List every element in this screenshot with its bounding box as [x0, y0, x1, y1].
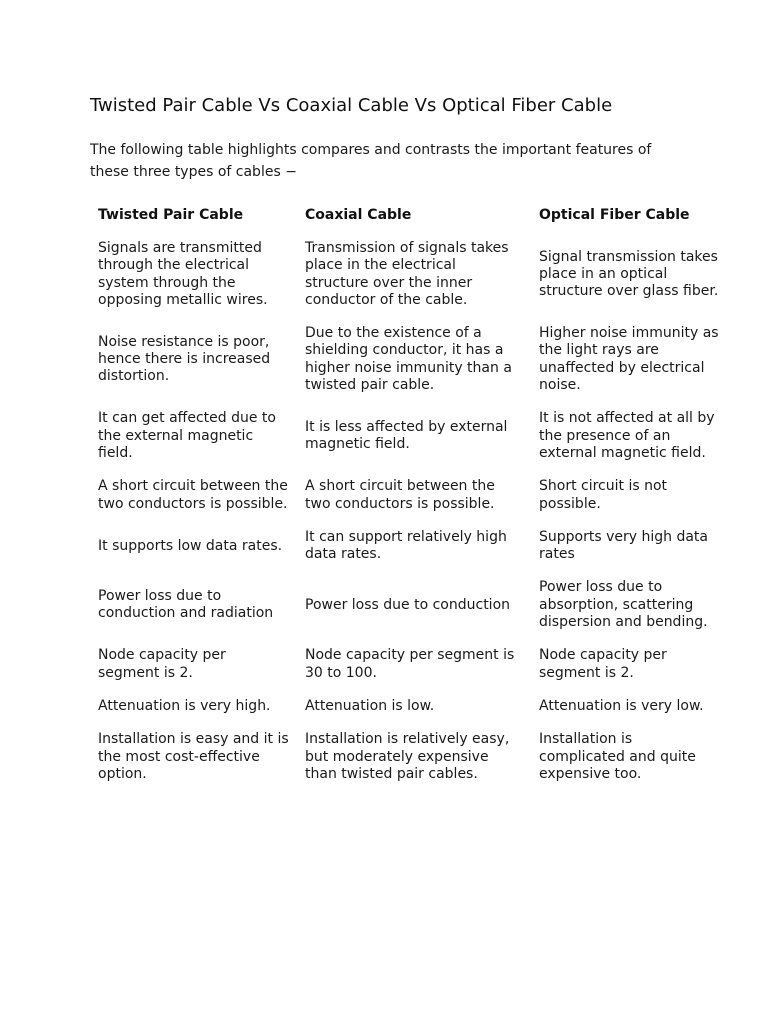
table-cell: Noise resistance is poor, hence there is increased distortion.	[98, 333, 271, 385]
table-cell: It is less affected by external magnetic field.	[305, 419, 508, 453]
table-cell: Due to the existence of a shielding conductor, it has a higher noise immunity than a twisted pair cable.	[305, 325, 512, 394]
table-cell: Power loss due to conduction and radiation	[98, 588, 274, 622]
table-cell: Attenuation is very low.	[539, 697, 704, 714]
header-twisted-pair: Twisted Pair Cable	[98, 207, 244, 223]
table-cell: It is not affected at all by the presence of an external magnetic field.	[539, 410, 715, 461]
table-cell: Node capacity per segment is 2.	[539, 647, 667, 681]
table-cell: Power loss due to conduction	[305, 596, 511, 613]
table-cell: It can support relatively high data rates.	[305, 528, 507, 563]
table-cell: Attenuation is very high.	[98, 697, 271, 714]
table-row	[90, 723, 730, 791]
header-optical-fiber: Optical Fiber Cable	[539, 207, 690, 223]
table-cell: Power loss due to absorption, scattering dispersion and bending.	[539, 579, 708, 631]
table-row	[90, 232, 730, 317]
header-coaxial: Coaxial Cable	[305, 207, 412, 223]
table-row	[90, 470, 730, 521]
table-cell: A short circuit between the two conductors is possible.	[305, 478, 495, 512]
table-cell: Signal transmission takes place in an optical structure over glass fiber.	[539, 248, 719, 300]
table-cell: Node capacity per segment is 30 to 100.	[305, 647, 515, 681]
table-cell: Installation is easy and it is the most cost-effective option.	[98, 731, 289, 782]
intro-paragraph: The following table highlights compares and contrasts the important features of these three types of cables −	[90, 142, 652, 180]
table-cell: Installation is complicated and quite expensive too.	[539, 731, 696, 782]
table-row	[90, 402, 730, 470]
table-header-row	[90, 200, 730, 232]
table-cell: Short circuit is not possible.	[539, 478, 668, 512]
page-title: Twisted Pair Cable Vs Coaxial Cable Vs Optical Fiber Cable	[90, 95, 613, 116]
table-cell: Transmission of signals takes place in the electrical structure over the inner conductor of the cable.	[305, 240, 509, 308]
table-cell: Attenuation is low.	[305, 697, 435, 714]
table-cell: It supports low data rates.	[98, 537, 283, 554]
table-row	[90, 521, 730, 572]
table-row	[90, 571, 730, 639]
table-cell: Node capacity per segment is 2.	[98, 647, 226, 681]
table-cell: Installation is relatively easy, but moderately expensive than twisted pair cables.	[305, 731, 510, 782]
table-row	[90, 317, 730, 402]
table-row	[90, 639, 730, 690]
table-cell: Supports very high data rates	[539, 528, 708, 563]
comparison-table	[90, 200, 730, 791]
table-cell: Signals are transmitted through the electrical system through the opposing metallic wires.	[98, 240, 268, 308]
table-cell: A short circuit between the two conductors is possible.	[98, 478, 288, 512]
table-cell: It can get affected due to the external magnetic field.	[98, 410, 276, 461]
table-cell: Higher noise immunity as the light rays are unaffected by electrical noise.	[539, 325, 719, 394]
table-row	[90, 690, 730, 723]
